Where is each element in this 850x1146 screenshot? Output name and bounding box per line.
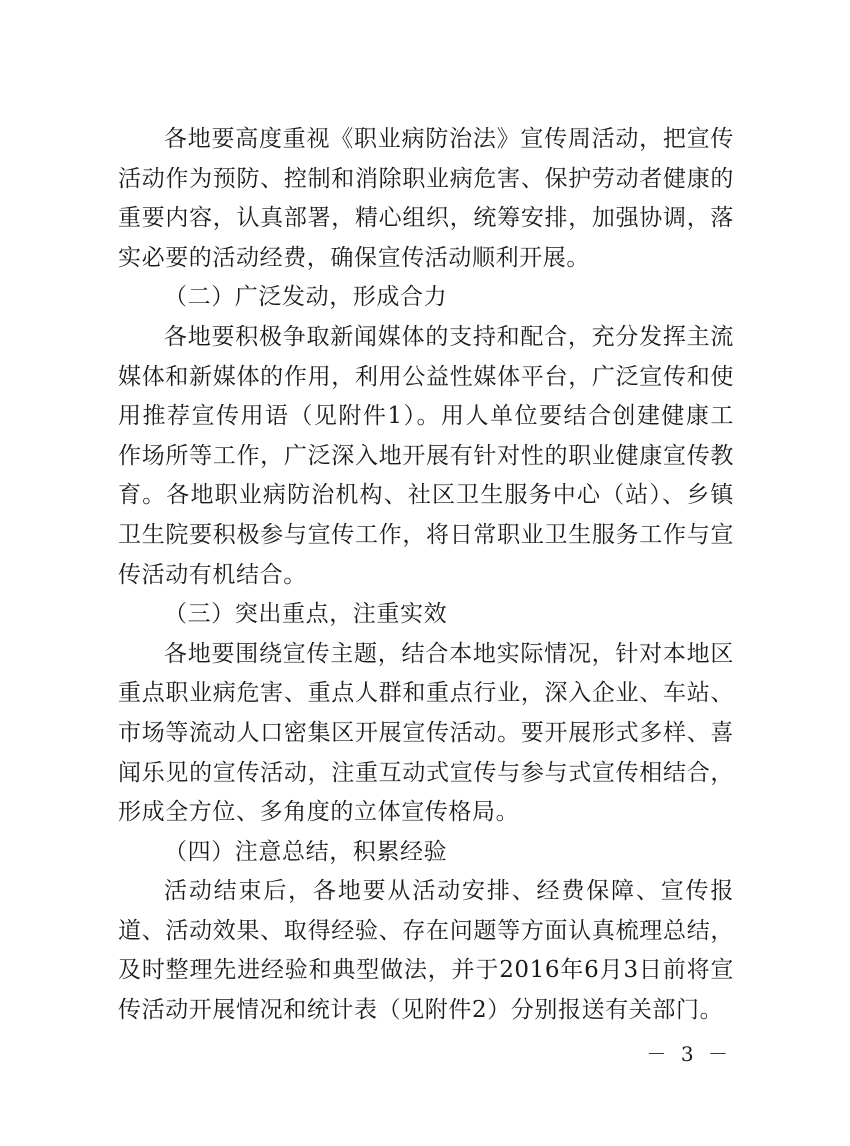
body-paragraph: 活动结束后，各地要从活动安排、经费保障、宣传报道、活动效果、取得经验、存在问题等方面认真梳理总结，及时整理先进经验和典型做法，并于2016年6月3日前将宣传活动开展情况和统计表（见附件2）分别报送有关部门。 <box>118 878 734 1024</box>
section-heading: （二）广泛发动，形成合力 <box>164 284 448 311</box>
body-paragraph: 各地要围绕宣传主题，结合本地实际情况，针对本地区重点职业病危害、重点人群和重点行业，深入企业、车站、市场等流动人口密集区开展宣传活动。要开展形式多样、喜闻乐见的宣传活动，注重互动式宣传与参与式宣传相结合，形成全方位、多角度的立体宣传格局。 <box>118 640 734 826</box>
body-paragraph: 各地要积极争取新闻媒体的支持和配合，充分发挥主流媒体和新媒体的作用，利用公益性媒体平台，广泛宣传和使用推荐宣传用语（见附件1）。用人单位要结合创建健康工作场所等工作，广泛深入地开展有针对性的职业健康宣传教育。各地职业病防治机构、社区卫生服务中心（站）、乡镇卫生院要积极参与宣传工作，将日常职业卫生服务工作与宣传活动有机结合。 <box>118 323 734 588</box>
body-paragraph: 各地要高度重视《职业病防治法》宣传周活动，把宣传活动作为预防、控制和消除职业病危害、保护劳动者健康的重要内容，认真部署，精心组织，统筹安排，加强协调，落实必要的活动经费，确保宣传活动顺利开展。 <box>118 126 734 271</box>
section-heading: （四）注意总结，积累经验 <box>164 838 448 865</box>
document-body <box>118 120 734 1031</box>
section-heading: （三）突出重点，注重实效 <box>164 601 448 628</box>
page-number: － 3 － <box>646 1042 732 1066</box>
